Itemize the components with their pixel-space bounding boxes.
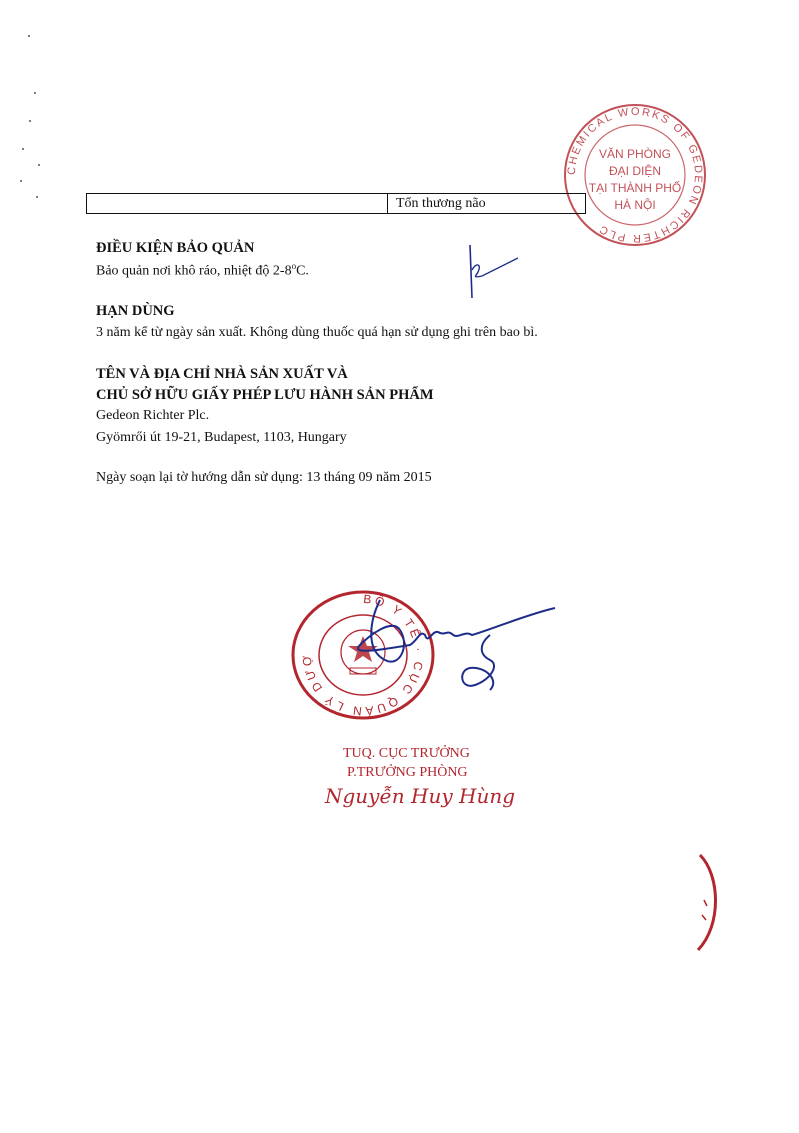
manufacturer-name: Gedeon Richter Plc. — [96, 408, 210, 423]
storage-text-main: Bảo quản nơi khô ráo, nhiệt độ 2-8 — [96, 263, 292, 279]
storage-text — [96, 261, 309, 280]
scan-speck — [22, 148, 24, 150]
signature — [340, 590, 570, 710]
manufacturer-heading-line2: CHỦ SỞ HỮU GIẤY PHÉP LƯU HÀNH SẢN PHẨM — [96, 387, 434, 403]
company-stamp-line3: TẠI THÀNH PHỐ — [588, 181, 682, 195]
manufacturer-address: Gyömrői út 19-21, Budapest, 1103, Hungary — [96, 430, 347, 445]
manufacturer-heading-line1: TÊN VÀ ĐỊA CHỈ NHÀ SẢN XUẤT VÀ — [96, 366, 348, 382]
scan-speck — [38, 164, 40, 166]
table-cell-text: Tổn thương não — [396, 196, 486, 211]
signer-title-1: TUQ. CỤC TRƯỞNG — [343, 746, 470, 761]
company-stamp-outer-text: CHEMICAL WORKS OF GEDEON RICHTER PLC — [565, 105, 705, 245]
degree-superscript: o — [291, 261, 297, 271]
storage-text-unit: C. — [296, 263, 309, 279]
scan-speck — [29, 120, 31, 122]
storage-heading: ĐIỀU KIỆN BẢO QUẢN — [96, 240, 255, 256]
company-stamp-line2: ĐẠI DIỆN — [608, 164, 662, 178]
company-stamp-line4: HÀ NỘI — [614, 198, 656, 212]
scan-speck — [34, 92, 36, 94]
signer-title-2: P.TRƯỞNG PHÒNG — [347, 765, 468, 780]
shelf-life-text: 3 năm kể từ ngày sản xuất. Không dùng thuốc quá hạn sử dụng ghi trên bao bì. — [96, 325, 538, 340]
shelf-life-heading: HẠN DÙNG — [96, 303, 175, 319]
table-cell-empty — [87, 194, 388, 213]
company-stamp — [560, 100, 710, 250]
initial-mark — [460, 240, 530, 300]
partial-stamp-edge — [690, 850, 730, 960]
scan-speck — [20, 180, 22, 182]
scan-speck — [28, 35, 30, 37]
scan-speck — [36, 196, 38, 198]
table-row — [86, 193, 586, 214]
revision-date: Ngày soạn lại tờ hướng dẫn sử dụng: 13 tháng 09 năm 2015 — [96, 470, 432, 485]
ministry-stamp-outer-text: BỘ Y TẾ · CỤC QUẢN LÝ DƯỢC — [282, 577, 427, 719]
company-stamp-line1: VĂN PHÒNG — [598, 147, 672, 161]
signer-name: Nguyễn Huy Hùng — [325, 784, 516, 808]
